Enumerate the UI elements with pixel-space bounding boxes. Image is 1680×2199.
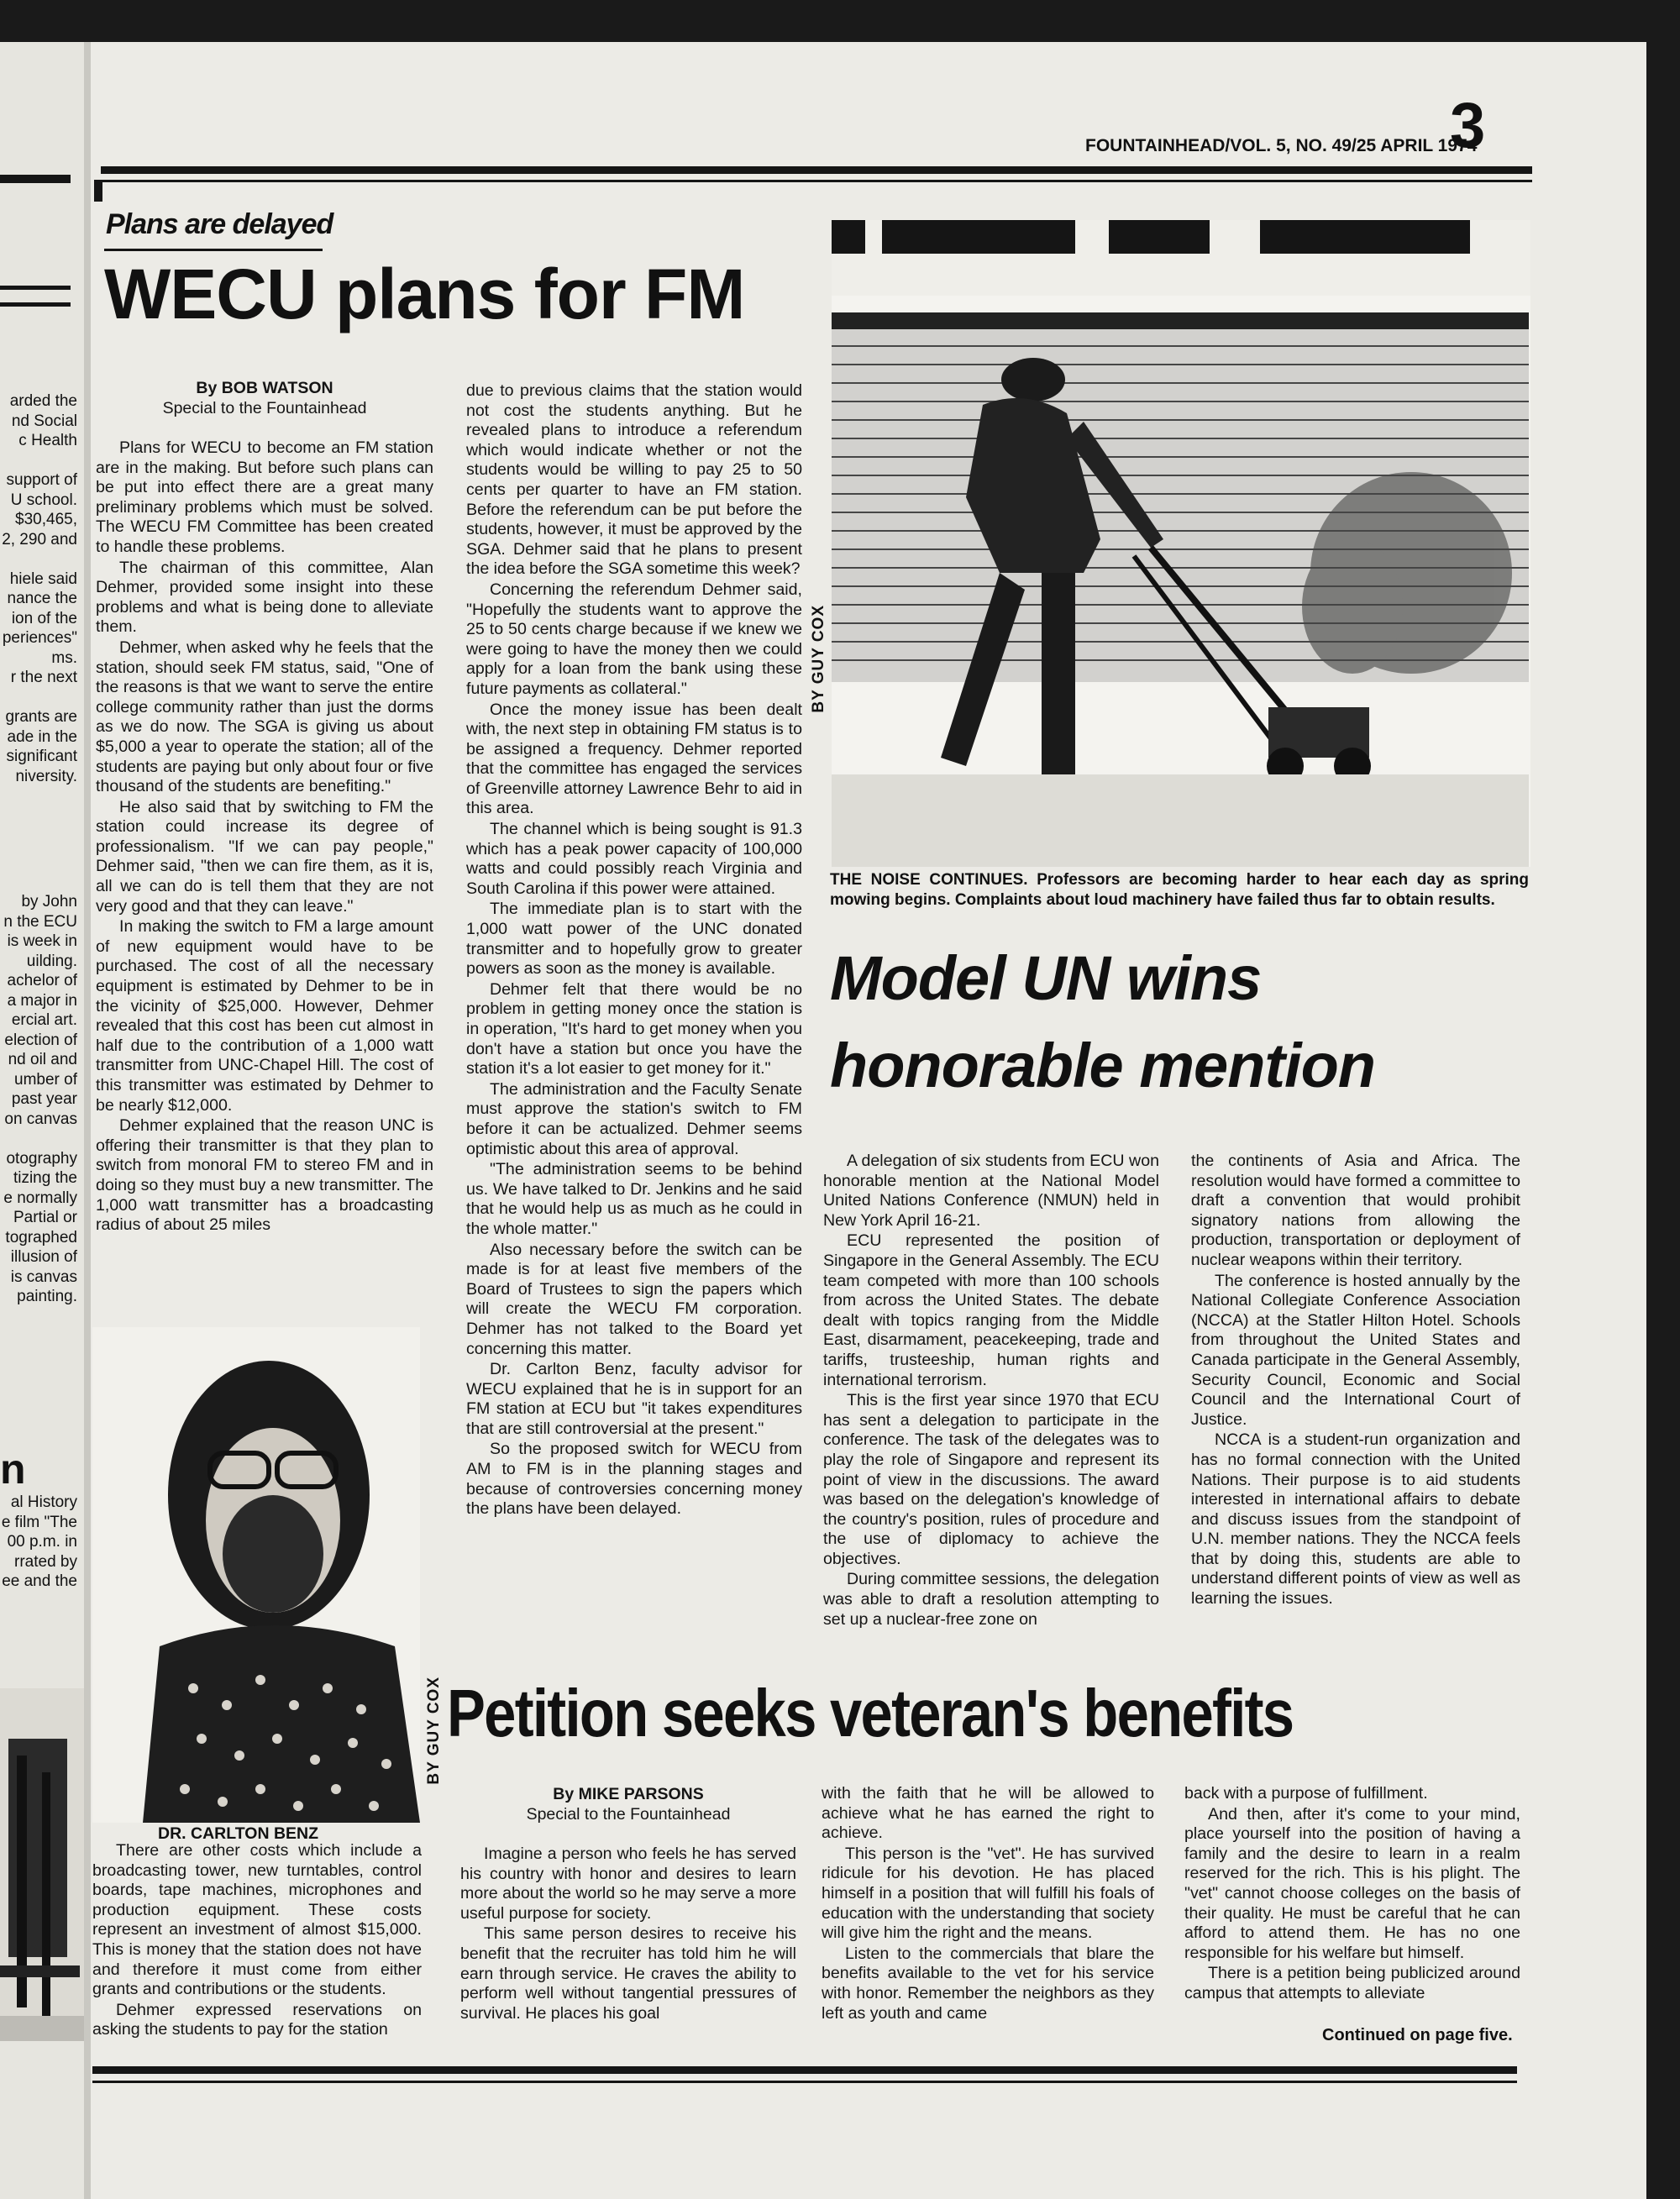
mower-photo [832,220,1530,867]
bottom-rule [92,2066,1517,2074]
petition-byline: By MIKE PARSONS [553,1785,704,1803]
left-fragment-line: by John [21,893,77,911]
wecu-kicker: Plans are delayed [106,208,333,240]
wecu-paragraph: Dr. Carlton Benz, faculty advisor for WECU explained that he is in support for an FM station at ECU but "it takes expenditures that are still controversial at the present." [466,1360,802,1438]
wecu-paragraph: Also necessary before the switch can be made is for at least five members of the Board of Trustees to sign the papers which will create the WECU FM corporation. Dehmer has not talked to the Board yet concerning this matter. [466,1240,802,1358]
left-fragment-line: rrated by [14,1552,77,1571]
wecu-paragraph: He also said that by switching to FM the station could increase its degree of professionalism. "If we can pay people," Dehmer said, "then we can fire them, as it is, all we can do is tell them that they are not very good and that they can leave." [96,797,433,916]
model-un-paragraph: This is the first year since 1970 that ECU has sent a delegation to participate in the conference. The task of the delegates was to play the role of Singapore and represent its point of view in the discussions. The award was based on the delegation's knowledge of the country's position, rules of procedure and the use of diplomacy to achieve the objectives. [823,1391,1159,1568]
model-un-paragraph: During committee sessions, the delegation was able to draft a resolution attempting to set up a nuclear-free zone on [823,1570,1159,1629]
left-fragment-column-a [0,391,77,786]
wecu-column-2 [466,381,802,1520]
wecu-paragraph: due to previous claims that the station would not cost the students anything. But he revealed plans to introduce a referendum which would indicate whether or not the students would be willing to pay 25 to 50 cents per quarter to have an FM station. Before the referendum can be put before the students, however, it must be approved by the SGA. Dehmer said that he plans to present the idea before the SGA sometime this week? [466,381,802,579]
left-fragment-line: a major in [7,991,77,1010]
portrait-photo [92,1327,420,1823]
left-fragment-line: ion of the [11,609,77,627]
left-fragment-line: otography [6,1149,77,1168]
left-fragment-line: is week in [7,932,77,950]
left-fragment-line: support of [6,471,77,489]
wecu-paragraph: Once the money issue has been dealt with, the next step in obtaining FM status is to be assigned a frequency. Dehmer reported that the committee has engaged the services of Greenville attorney Lawrence Behr to aid in this area. [466,700,802,818]
left-fragment-line: arded the [9,392,77,410]
left-fragment-line: 00 p.m. in [7,1533,77,1551]
left-fragment-line: on canvas [4,1110,77,1128]
left-fragment-line: significant [6,748,77,765]
left-fragment-line: nance the [7,590,77,607]
wecu-special: Special to the Fountainhead [162,399,367,417]
petition-column-3 [1184,1784,1520,2005]
left-fragment-column-c [0,1493,77,1592]
left-rule-top [0,175,71,183]
petition-paragraph: There is a petition being publicized around campus that attempts to alleviate [1184,1964,1520,2002]
wecu-paragraph: The channel which is being sought is 91.3 which has a peak power capacity of 100,000 watts and could possibly reach Virginia and South Carolina if this power were attained. [466,820,802,898]
folio-line: FOUNTAINHEAD/VOL. 5, NO. 49/25 APRIL 1974 [1085,136,1478,155]
left-fragment-line: tizing the [13,1169,77,1187]
top-rule [101,166,1532,174]
continued-line: Continued on page five. [1322,2026,1513,2044]
left-fragment-line: grants are [5,708,77,726]
wecu-headline: WECU plans for FM [104,255,745,333]
page-fold [84,42,91,2199]
top-rule-thin [101,180,1532,182]
petition-paragraph: back with a purpose of fulfillment. [1184,1784,1428,1803]
mower-photo-caption: THE NOISE CONTINUES. Professors are becoming harder to hear each day as spring mowing begins. Complaints about loud machinery have failed thus far to obtain results. [830,871,1529,909]
kicker-underline [104,249,323,251]
petition-paragraph: This person is the "vet". He has survived ridicule for his devotion. He has placed himself in a position that will fulfill his foals of education with the understanding that society will give him the right and the means. [822,1844,1154,1943]
left-fragment-line: painting. [17,1288,77,1305]
petition-headline: Petition seeks veteran's benefits [447,1676,1294,1750]
wecu-column-1-continued [92,1841,422,2041]
mower-photo-credit: BY GUY COX [810,605,827,713]
left-fragment-line [0,688,77,708]
wecu-column-1 [96,378,433,1236]
left-rule-2 [0,286,71,290]
left-fragment-line: uilding. [26,952,77,970]
model-un-paragraph: The conference is hosted annually by the National Collegiate Conference Association (NCCA) at the Statler Hilton Hotel. Schools from throughout the United States and Canada participate in the General Assembly, Security Council, Economic and Social Council and the International Court of Justice. [1191,1271,1520,1429]
model-un-paragraph: A delegation of six students from ECU won honorable mention at the National Model United Nations Conference (NMUN) held in New York April 16-21. [823,1152,1159,1230]
left-fragment-line: past year [11,1090,77,1108]
wecu-paragraph: The chairman of this committee, Alan Dehmer, provided some insight into these problems and what is being done to alleviate them. [96,558,433,637]
left-fragment-line: ee and the [2,1572,77,1590]
left-fragment-line [0,1129,77,1149]
left-fragment-line [0,549,77,569]
left-fragment-line: hiele said [9,569,77,588]
left-fragment-line: n the ECU [3,912,77,931]
wecu-paragraph: The immediate plan is to start with the 1,000 watt power of the UNC donated transmitter and to hopefully grow to greater powers as soon as the money is available. [466,900,802,979]
left-fragment-line: $30,465, [15,511,77,528]
left-fragment-line: r the next [10,669,77,686]
petition-paragraph: And then, after it's come to your mind, place yourself into the position of having a family and the desire to learn in a realm reserved for the rich. This is his plight. The "vet" cannot choose colleges on the basis of their quality. He must be careful that he can afford to attend them. He has no one responsible for his welfare but himself. [1184,1804,1520,1962]
left-fragment-line: periences" [2,629,77,647]
model-un-headline: Model UN wins honorable mention [830,943,1375,1100]
left-fragment-line: e film "The [1,1513,77,1531]
wecu-paragraph: "The administration seems to be behind us. We have talked to Dr. Jenkins and he said that he would help us as much as he could in the whole matter." [466,1160,802,1238]
left-fragment-photo [0,1688,84,2041]
wecu-paragraph: In making the switch to FM a large amount of new equipment would have to be purchased. The cost of all the necessary equipment is estimated by Dehmer to be in the vicinity of $25,000. However, Dehmer revealed that this cost has been cut almost in half due to the contribution of a 1,000 watt transmitter from UNC-Chapel Hill. The cost of this transmitter was estimated by Dehmer to be nearly $12,000. [96,917,433,1115]
left-fragment-line: Partial or [13,1209,77,1226]
left-fragment-line: al History [10,1493,77,1511]
left-fragment-line: tographed [5,1228,77,1246]
petition-special: Special to the Fountainhead [526,1805,731,1824]
portrait-caption: DR. CARLTON BENZ [158,1824,319,1843]
left-fragment-line: U school. [10,491,77,509]
model-un-paragraph: the continents of Asia and Africa. The resolution would have formed a committee to draft a convention that would prohibit signatory nations from allowing the production, transportation or deployment of nuclear weapons within their territory. [1191,1152,1520,1269]
left-fragment-line: illusion of [10,1248,77,1266]
page-number: 3 [1450,90,1486,161]
left-fragment-line: c Health [18,432,77,449]
wecu-paragraph: Dehmer explained that the reason UNC is offering their transmitter is that they plan to switch from monoral FM to stereo FM and in doing so they must buy a new transmitter. The 1,000 watt transmitter has a broadcasting radius of about 25 miles [96,1116,433,1235]
model-un-paragraph: NCCA is a student-run organization and has no formal connection with the United Nations. Their purpose is to aid students interested in international affairs to debate and discuss issues from the standpoint of U.N. member nations. They the NCCA feels that by doing this, students are able to understand different points of view as well as learning the issues. [1191,1430,1520,1609]
left-fragment-line: niversity. [15,767,77,785]
left-fragment-line: ade in the [7,727,77,746]
left-fragment-line: 2, 290 and [2,530,77,548]
left-fragment-line: achelor of [7,972,77,989]
left-fragment-line: e normally [3,1189,77,1207]
model-un-paragraph: ECU represented the position of Singapore in the General Assembly. The ECU team competed with more than 100 schools from across the United States. The debate dealt with topics ranging from the Middle East, disarmament, peacekeeping, trade and tariffs, trusteeship, human rights and international terrorism. [823,1231,1159,1389]
petition-paragraph: This same person desires to receive his benefit that the recruiter has told him he will earn through service. He craves the ability to perform well without tangential pressures of survival. He places his goal [460,1924,796,2023]
wecu-paragraph: Dehmer expressed reservations on asking the students to pay for the station [92,2000,422,2039]
left-fragment-line: ms. [51,648,77,667]
wecu-paragraph: Plans for WECU to become an FM station are in the making. But before such plans can be put into effect there are a great many preliminary problems which must be solved. The WECU FM Committee has been created to handle these problems. [96,438,433,556]
wecu-paragraph: There are other costs which include a broadcasting tower, new turntables, control boards, tape machines, microphones and production equipment. These costs represent an investment of almost $15,000. This is money that the station does not have and therefore it must come from either grants and contributions or the students. [92,1841,422,1999]
wecu-paragraph: The administration and the Faculty Senate must approve the station's switch to FM before it can be actualized. Dehmer seems optimistic about this area of approval. [466,1079,802,1158]
left-fragment-line [0,451,77,471]
wecu-paragraph: Dehmer felt that there would be no problem in getting money once the station is in operation, "It's hard to get money when you don't have a station but once you have the station it's a lot easier to get money for it." [466,979,802,1079]
left-fragment-heading: n [0,1446,26,1493]
wecu-paragraph: Concerning the referendum Dehmer said, "Hopefully the students want to approve the 25 to 50 cents charge because if we knew we were going to have the money then we could apply for a loan from the bank using these future payments as collateral." [466,580,802,698]
left-fragment-line: nd Social [11,412,77,430]
wecu-byline: By BOB WATSON [196,379,333,397]
petition-column-1 [460,1784,796,2024]
left-fragment-line: nd oil and [8,1051,77,1068]
left-fragment-column-b [0,892,77,1307]
left-rule-3 [0,302,71,307]
left-fragment-line: is canvas [10,1267,77,1286]
petition-column-2 [822,1784,1154,2024]
wecu-paragraph: So the proposed switch for WECU from AM to FM is in the planning stages and because of controversies concerning money the plans have been delayed. [466,1440,802,1519]
column-bar [94,180,102,202]
petition-paragraph: Listen to the commercials that blare the benefits available to the vet for his service with honor. Remember the neighbors as they left as youth and came [822,1944,1154,2023]
wecu-paragraph: Dehmer, when asked why he feels that the station, should seek FM status, said, "One of the reasons is that we want to serve the entire college community rather than just the dorms as we do now. The SGA is giving us about $5,000 a year to operate the station; all of the students are paying but only about four or five thousand of the students are benefiting." [96,638,433,796]
model-un-column-1 [823,1152,1159,1630]
petition-paragraph: Imagine a person who feels he has served his country with honor and desires to learn more about the world so he may serve a more useful purpose for society. [460,1845,796,1923]
left-fragment-line: ercial art. [11,1011,77,1029]
petition-paragraph: with the faith that he will be allowed to achieve what he has earned the right to achieve. [822,1784,1154,1843]
model-un-column-2 [1191,1152,1520,1610]
left-fragment-line: umber of [14,1070,77,1089]
portrait-credit: BY GUY COX [425,1677,443,1785]
bottom-rule-thin [92,2081,1517,2083]
left-fragment-line: election of [4,1031,77,1049]
